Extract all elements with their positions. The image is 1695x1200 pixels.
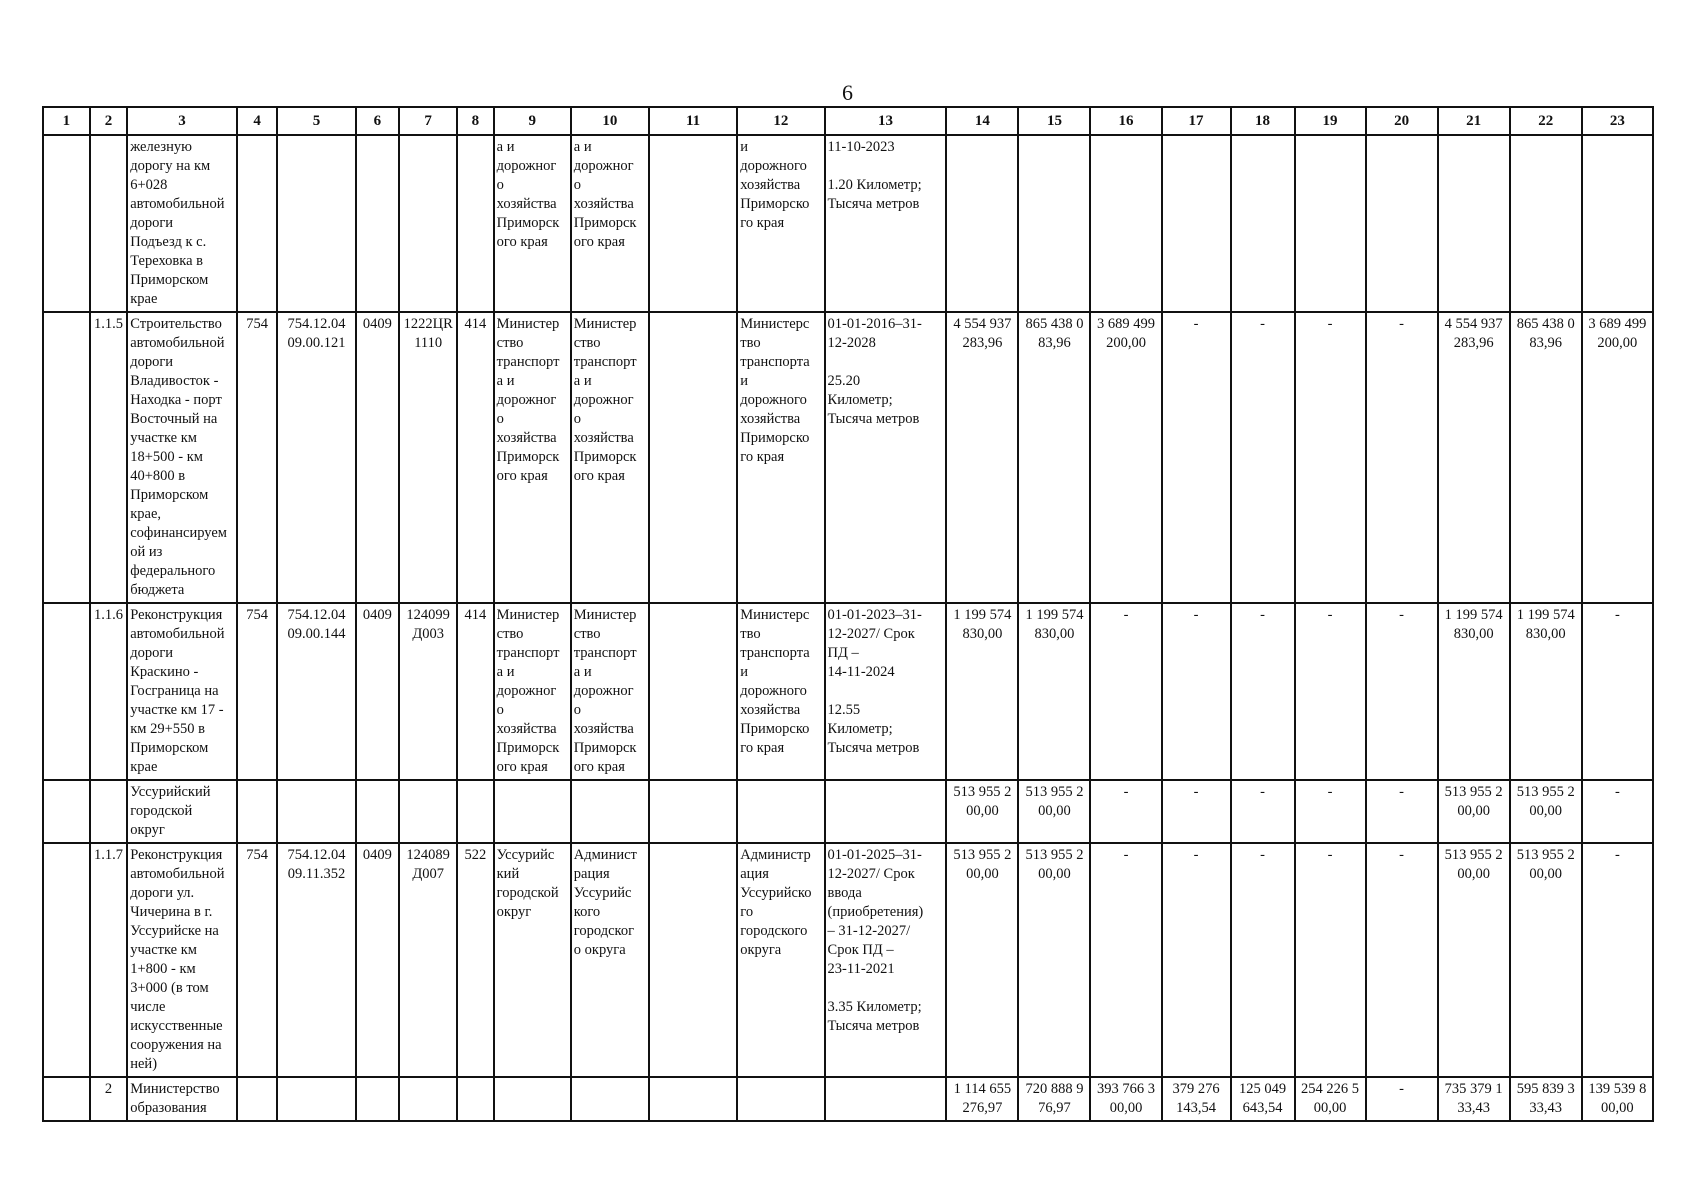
cell-col-3 (127, 603, 237, 780)
cell-col-20 (1366, 312, 1438, 603)
cell-text: 414 (464, 316, 487, 332)
cell-text: - (1260, 784, 1265, 800)
cell-col-13 (825, 135, 947, 312)
cell-text: 865 438 0 83,96 (1025, 316, 1084, 351)
cell-col-22 (1510, 1077, 1582, 1121)
cell-text: - (1399, 847, 1404, 863)
cell-text: 522 (464, 847, 487, 863)
cell-text: 01-01-2023–31- 12-2027/ Срок ПД – 14-11-2024 12.55 Километр; Тысяча метров (827, 607, 922, 756)
cell-col-7 (399, 135, 457, 312)
header-row (43, 107, 1653, 135)
cell-col-14 (946, 603, 1018, 780)
cell-col-2 (90, 135, 128, 312)
cell-col-17 (1162, 843, 1231, 1077)
cell-text: Уссурийский городской округ (130, 784, 211, 838)
cell-col-20 (1366, 843, 1438, 1077)
header-cell: 9 (494, 107, 571, 135)
cell-text: 1 199 574 830,00 (1444, 607, 1503, 642)
cell-text: а и дорожног о хозяйства Приморск ого края (496, 139, 560, 250)
cell-text: - (1123, 847, 1129, 863)
cell-col-13 (825, 312, 947, 603)
cell-col-15 (1018, 1077, 1090, 1121)
cell-col-17 (1162, 312, 1231, 603)
header-cell: 10 (571, 107, 649, 135)
cell-col-9 (494, 1077, 571, 1121)
cell-col-22 (1510, 312, 1582, 603)
cell-col-10 (571, 603, 649, 780)
cell-text: 0409 (362, 607, 392, 623)
table-row (43, 603, 1653, 780)
cell-text: 3 689 499 200,00 (1588, 316, 1647, 351)
cell-col-18 (1231, 312, 1295, 603)
cell-text: Реконструкция автомобильной дороги Краскино - Госграница на участке км 17 - км 29+550 в Приморском крае (130, 607, 225, 775)
cell-col-7 (399, 603, 457, 780)
cell-text: Администр ация Уссурийско го городского округа (740, 847, 812, 958)
cell-text: Реконструкция автомобильной дороги ул. Чичерина в г. Уссурийске на участке км 1+800 - км 3+000 (в том числе искусственные сооружения на ней) (130, 847, 225, 1072)
cell-col-4 (237, 1077, 278, 1121)
cell-col-20 (1366, 135, 1438, 312)
cell-text: Министер ство транспорт а и дорожног о хозяйства Приморск ого края (496, 607, 560, 775)
cell-col-4 (237, 780, 278, 843)
cell-text: 513 955 2 00,00 (1025, 784, 1084, 819)
cell-col-11 (649, 603, 737, 780)
cell-text: - (1399, 316, 1404, 332)
cell-col-19 (1295, 1077, 1366, 1121)
cell-col-21 (1438, 312, 1510, 603)
cell-text: - (1399, 607, 1404, 623)
cell-col-2 (90, 312, 128, 603)
cell-col-22 (1510, 135, 1582, 312)
cell-text: 754 (246, 607, 269, 623)
cell-col-13 (825, 1077, 947, 1121)
cell-col-2 (90, 1077, 128, 1121)
cell-col-20 (1366, 1077, 1438, 1121)
cell-col-10 (571, 312, 649, 603)
cell-text: Админист рация Уссурийс кого городског о округа (573, 847, 637, 958)
cell-text: 379 276 143,54 (1172, 1081, 1220, 1116)
cell-col-9 (494, 603, 571, 780)
cell-text: Строительство автомобильной дороги Владивосток - Находка - порт Восточный на участке км 18+500 - км 40+800 в Приморском крае, софинансируем ой из федерального бюджета (130, 316, 227, 598)
cell-col-15 (1018, 135, 1090, 312)
header-cell: 19 (1295, 107, 1366, 135)
cell-text: - (1614, 847, 1620, 863)
cell-col-1 (43, 603, 90, 780)
cell-text: Уссурийс кий городской округ (496, 847, 559, 920)
cell-col-12 (737, 1077, 824, 1121)
cell-text: - (1193, 607, 1199, 623)
header-cell: 13 (825, 107, 947, 135)
cell-text: 513 955 2 00,00 (1444, 784, 1503, 819)
cell-text: 1 114 655 276,97 (953, 1081, 1012, 1116)
cell-text: 1.1.6 (93, 607, 123, 623)
cell-text: 735 379 1 33,43 (1444, 1081, 1503, 1116)
cell-text: 124089 Д007 (406, 847, 450, 882)
cell-col-16 (1090, 603, 1161, 780)
cell-text: 4 554 937 283,96 (953, 316, 1012, 351)
cell-col-5 (277, 780, 355, 843)
cell-col-18 (1231, 135, 1295, 312)
table-row (43, 312, 1653, 603)
cell-col-2 (90, 843, 128, 1077)
cell-col-23 (1582, 1077, 1653, 1121)
cell-col-16 (1090, 843, 1161, 1077)
cell-text: 125 049 643,54 (1238, 1081, 1287, 1116)
cell-col-8 (457, 135, 494, 312)
cell-text: - (1260, 316, 1265, 332)
cell-col-5 (277, 1077, 355, 1121)
cell-text: - (1260, 607, 1265, 623)
cell-col-17 (1162, 780, 1231, 843)
cell-col-23 (1582, 780, 1653, 843)
header-cell: 6 (356, 107, 400, 135)
cell-text: 720 888 9 76,97 (1025, 1081, 1084, 1116)
cell-text: 4 554 937 283,96 (1444, 316, 1503, 351)
cell-col-4 (237, 135, 278, 312)
cell-col-11 (649, 1077, 737, 1121)
cell-col-12 (737, 843, 824, 1077)
cell-col-10 (571, 1077, 649, 1121)
cell-text: 1222ЦR 1110 (403, 316, 453, 351)
cell-col-9 (494, 780, 571, 843)
cell-col-19 (1295, 135, 1366, 312)
header-cell: 18 (1231, 107, 1295, 135)
cell-text: 0409 (362, 847, 392, 863)
cell-col-23 (1582, 843, 1653, 1077)
cell-text: 254 226 5 00,00 (1301, 1081, 1360, 1116)
cell-text: - (1614, 607, 1620, 623)
cell-text: 01-01-2016–31- 12-2028 25.20 Километр; Тысяча метров (827, 316, 922, 427)
cell-col-17 (1162, 1077, 1231, 1121)
header-cell: 22 (1510, 107, 1582, 135)
cell-col-18 (1231, 1077, 1295, 1121)
cell-text: Министер ство транспорт а и дорожног о хозяйства Приморск ого края (573, 316, 637, 484)
cell-col-13 (825, 603, 947, 780)
cell-col-7 (399, 312, 457, 603)
cell-col-7 (399, 1077, 457, 1121)
cell-col-1 (43, 135, 90, 312)
cell-col-21 (1438, 135, 1510, 312)
cell-col-8 (457, 312, 494, 603)
cell-col-21 (1438, 780, 1510, 843)
cell-col-23 (1582, 603, 1653, 780)
cell-col-1 (43, 843, 90, 1077)
cell-col-3 (127, 135, 237, 312)
cell-col-15 (1018, 312, 1090, 603)
cell-col-17 (1162, 135, 1231, 312)
cell-text: 754 (246, 847, 269, 863)
cell-text: 513 955 2 00,00 (1444, 847, 1503, 882)
header-cell: 11 (649, 107, 737, 135)
page-number: 6 (842, 80, 853, 105)
header-cell: 21 (1438, 107, 1510, 135)
cell-text: 2 (104, 1081, 113, 1097)
cell-text: 754.12.04 09.00.121 (287, 316, 346, 351)
table-row (43, 135, 1653, 312)
cell-col-9 (494, 312, 571, 603)
cell-col-21 (1438, 843, 1510, 1077)
header-cell: 3 (127, 107, 237, 135)
cell-col-5 (277, 135, 355, 312)
cell-text: - (1327, 607, 1333, 623)
cell-col-21 (1438, 603, 1510, 780)
header-cell: 4 (237, 107, 278, 135)
cell-text: - (1327, 316, 1333, 332)
cell-text: - (1399, 784, 1404, 800)
cell-text: - (1327, 847, 1333, 863)
cell-col-15 (1018, 843, 1090, 1077)
cell-text: 865 438 0 83,96 (1516, 316, 1575, 351)
cell-col-11 (649, 135, 737, 312)
cell-text: 754.12.04 09.11.352 (287, 847, 346, 882)
cell-col-3 (127, 780, 237, 843)
cell-text: 01-01-2025–31- 12-2027/ Срок ввода (приобретения) – 31-12-2027/ Срок ПД – 23-11-2021 3.35 Километр; Тысяча метров (827, 847, 924, 1034)
cell-col-4 (237, 603, 278, 780)
cell-text: - (1193, 847, 1199, 863)
cell-col-14 (946, 1077, 1018, 1121)
cell-col-2 (90, 780, 128, 843)
cell-text: а и дорожног о хозяйства Приморск ого края (573, 139, 637, 250)
cell-col-16 (1090, 1077, 1161, 1121)
cell-text: 393 766 3 00,00 (1097, 1081, 1155, 1116)
cell-col-5 (277, 312, 355, 603)
cell-col-11 (649, 843, 737, 1077)
cell-col-14 (946, 843, 1018, 1077)
cell-text: Министерс тво транспорта и дорожного хозяйства Приморско го края (740, 607, 810, 756)
cell-col-4 (237, 843, 278, 1077)
cell-col-22 (1510, 843, 1582, 1077)
cell-col-6 (356, 843, 400, 1077)
cell-col-15 (1018, 780, 1090, 843)
cell-col-16 (1090, 135, 1161, 312)
cell-col-16 (1090, 780, 1161, 843)
cell-col-23 (1582, 312, 1653, 603)
cell-text: 754.12.04 09.00.144 (287, 607, 346, 642)
cell-col-19 (1295, 780, 1366, 843)
cell-col-1 (43, 780, 90, 843)
cell-text: - (1260, 847, 1265, 863)
cell-col-3 (127, 312, 237, 603)
header-cell: 8 (457, 107, 494, 135)
table-row (43, 843, 1653, 1077)
cell-text: Министер ство транспорт а и дорожног о хозяйства Приморск ого края (573, 607, 637, 775)
header-cell: 5 (277, 107, 355, 135)
cell-text: Министерство образования (130, 1081, 220, 1116)
cell-col-12 (737, 135, 824, 312)
cell-col-18 (1231, 843, 1295, 1077)
cell-text: 124099 Д003 (406, 607, 450, 642)
cell-col-22 (1510, 603, 1582, 780)
cell-col-12 (737, 603, 824, 780)
cell-col-2 (90, 603, 128, 780)
cell-col-7 (399, 780, 457, 843)
cell-col-11 (649, 312, 737, 603)
cell-col-14 (946, 312, 1018, 603)
cell-col-6 (356, 312, 400, 603)
cell-text: 754 (246, 316, 269, 332)
header-cell: 23 (1582, 107, 1653, 135)
cell-text: 1 199 574 830,00 (953, 607, 1012, 642)
cell-col-20 (1366, 603, 1438, 780)
cell-col-12 (737, 312, 824, 603)
header-cell: 20 (1366, 107, 1438, 135)
cell-text: Министерс тво транспорта и дорожного хозяйства Приморско го края (740, 316, 810, 465)
header-cell: 17 (1162, 107, 1231, 135)
cell-col-4 (237, 312, 278, 603)
cell-col-6 (356, 135, 400, 312)
cell-col-8 (457, 780, 494, 843)
cell-text: 595 839 3 33,43 (1516, 1081, 1575, 1116)
table-row (43, 1077, 1653, 1121)
cell-col-12 (737, 780, 824, 843)
cell-text: 1 199 574 830,00 (1516, 607, 1575, 642)
cell-text: 139 539 8 00,00 (1588, 1081, 1647, 1116)
cell-text: 11-10-2023 1.20 Километр; Тысяча метров (827, 139, 922, 212)
cell-text: 1.1.5 (93, 316, 123, 332)
cell-text: - (1123, 784, 1129, 800)
cell-text: - (1327, 784, 1333, 800)
cell-text: - (1123, 607, 1129, 623)
header-cell: 16 (1090, 107, 1161, 135)
cell-text: 513 955 2 00,00 (953, 784, 1012, 819)
cell-col-20 (1366, 780, 1438, 843)
cell-col-8 (457, 603, 494, 780)
cell-col-22 (1510, 780, 1582, 843)
cell-col-18 (1231, 603, 1295, 780)
cell-col-17 (1162, 603, 1231, 780)
cell-text: - (1193, 316, 1199, 332)
budget-table (42, 106, 1654, 1122)
header-cell: 7 (399, 107, 457, 135)
cell-col-14 (946, 135, 1018, 312)
cell-col-16 (1090, 312, 1161, 603)
cell-col-6 (356, 780, 400, 843)
header-cell: 14 (946, 107, 1018, 135)
cell-col-3 (127, 1077, 237, 1121)
cell-text: - (1614, 784, 1620, 800)
cell-col-18 (1231, 780, 1295, 843)
header-cell: 1 (43, 107, 90, 135)
cell-col-19 (1295, 843, 1366, 1077)
cell-col-13 (825, 843, 947, 1077)
cell-col-8 (457, 843, 494, 1077)
cell-text: - (1399, 1081, 1404, 1097)
cell-col-9 (494, 843, 571, 1077)
table-row (43, 780, 1653, 843)
cell-col-7 (399, 843, 457, 1077)
cell-col-5 (277, 843, 355, 1077)
cell-col-19 (1295, 312, 1366, 603)
header-cell: 12 (737, 107, 824, 135)
cell-col-5 (277, 603, 355, 780)
cell-text: 513 955 2 00,00 (953, 847, 1012, 882)
cell-text: Министер ство транспорт а и дорожног о хозяйства Приморск ого края (496, 316, 560, 484)
header-cell: 2 (90, 107, 128, 135)
cell-col-6 (356, 603, 400, 780)
cell-text: 3 689 499 200,00 (1097, 316, 1155, 351)
cell-text: - (1193, 784, 1199, 800)
cell-col-10 (571, 843, 649, 1077)
cell-text: железную дорогу на км 6+028 автомобильной дороги Подъезд к с. Тереховка в Приморском крае (130, 139, 225, 307)
cell-text: 513 955 2 00,00 (1025, 847, 1084, 882)
cell-text: 414 (464, 607, 487, 623)
cell-col-1 (43, 1077, 90, 1121)
cell-col-3 (127, 843, 237, 1077)
cell-text: 513 955 2 00,00 (1516, 784, 1575, 819)
cell-col-10 (571, 780, 649, 843)
cell-text: 1.1.7 (93, 847, 123, 863)
cell-text: и дорожного хозяйства Приморско го края (740, 139, 810, 231)
cell-col-9 (494, 135, 571, 312)
cell-text: 513 955 2 00,00 (1516, 847, 1575, 882)
cell-col-6 (356, 1077, 400, 1121)
cell-col-10 (571, 135, 649, 312)
cell-col-14 (946, 780, 1018, 843)
cell-col-23 (1582, 135, 1653, 312)
cell-col-1 (43, 312, 90, 603)
cell-col-21 (1438, 1077, 1510, 1121)
cell-col-13 (825, 780, 947, 843)
cell-text: 1 199 574 830,00 (1025, 607, 1084, 642)
cell-col-11 (649, 780, 737, 843)
header-cell: 15 (1018, 107, 1090, 135)
cell-col-15 (1018, 603, 1090, 780)
cell-col-19 (1295, 603, 1366, 780)
cell-col-8 (457, 1077, 494, 1121)
cell-text: 0409 (362, 316, 392, 332)
